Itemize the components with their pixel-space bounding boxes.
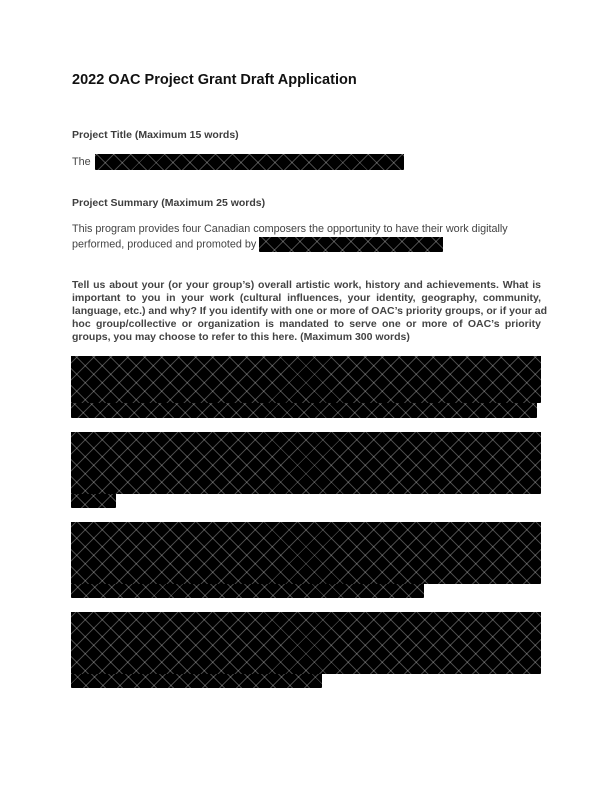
project-summary-line-2 — [72, 237, 443, 252]
redacted-paragraph-2-tail — [71, 494, 116, 508]
redacted-paragraph-4 — [71, 612, 541, 674]
project-summary-redaction — [259, 237, 443, 252]
project-summary-line-2-text: performed, produced and promoted by — [72, 238, 257, 251]
redacted-paragraph-1 — [71, 356, 541, 403]
redacted-paragraph-3 — [71, 522, 541, 584]
prompt-line: important to you in your work (cultural influences, your identity, geography, community, — [72, 292, 541, 304]
project-title-value — [72, 154, 404, 170]
project-title-redaction — [95, 154, 404, 170]
prompt-line: Tell us about your (or your group’s) overall artistic work, history and achievements. What is — [72, 279, 541, 291]
prompt-line: hoc group/collective or organization is mandated to serve one or more of OAC’s priority — [72, 318, 541, 330]
project-title-prefix: The — [72, 155, 91, 168]
document-title: 2022 OAC Project Grant Draft Application — [72, 72, 357, 88]
redacted-paragraph-2 — [71, 432, 541, 494]
redacted-paragraph-3-tail — [71, 584, 424, 598]
artistic-work-prompt — [72, 279, 548, 344]
project-summary-label: Project Summary (Maximum 25 words) — [72, 197, 266, 209]
prompt-line: language, etc.) and why? If you identify with one or more of OAC’s priority groups, or if your ad — [72, 305, 548, 317]
prompt-line: groups, you may choose to refer to this here. (Maximum 300 words) — [72, 331, 410, 343]
project-summary-line-1: This program provides four Canadian composers the opportunity to have their work digitally — [72, 223, 508, 235]
redacted-paragraph-4-tail — [71, 674, 322, 688]
project-title-label: Project Title (Maximum 15 words) — [72, 129, 239, 141]
redacted-paragraph-1-tail — [71, 403, 537, 418]
